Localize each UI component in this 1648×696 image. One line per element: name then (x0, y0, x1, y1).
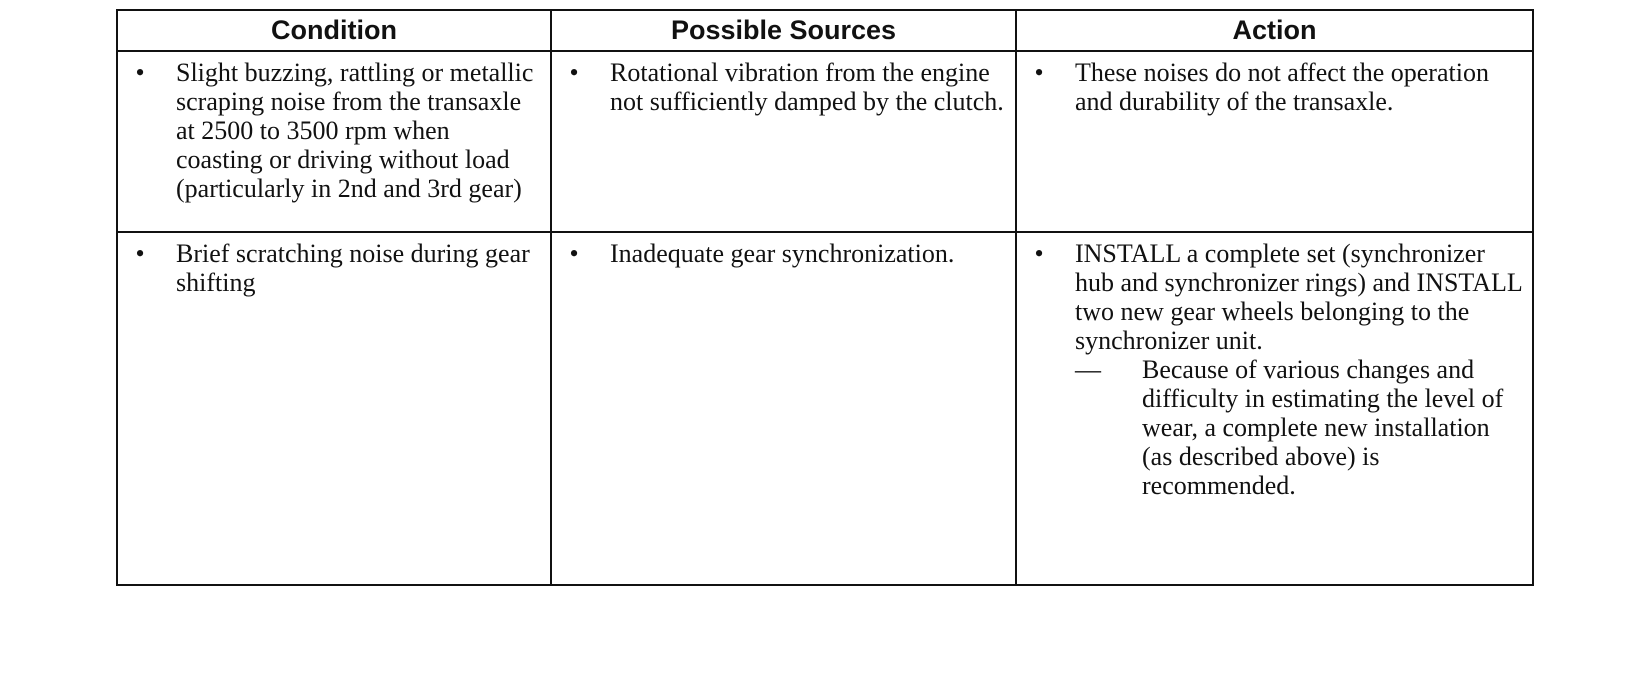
dash-icon: — (1075, 355, 1101, 384)
list-item (118, 239, 540, 297)
list-item (552, 58, 1005, 116)
condition-cell (117, 232, 551, 585)
action-text: These noises do not affect the operation and durability of the transaxle. (1075, 58, 1489, 116)
action-cell (1016, 51, 1533, 232)
table-row (117, 51, 1533, 232)
table-row (117, 232, 1533, 585)
bullet-icon: • (135, 58, 145, 87)
header-row (117, 10, 1533, 51)
source-text: Rotational vibration from the engine not sufficiently damped by the clutch. (610, 58, 1004, 116)
bullet-icon: • (1034, 239, 1044, 268)
condition-text: Brief scratching noise during gear shifting (176, 239, 530, 297)
list-item (118, 58, 540, 203)
bullet-icon: • (1034, 58, 1044, 87)
source-cell (551, 232, 1016, 585)
list-item (1017, 239, 1522, 500)
header-condition: Condition (117, 10, 551, 51)
action-subnote (1075, 355, 1522, 500)
header-action: Action (1016, 10, 1533, 51)
condition-cell (117, 51, 551, 232)
bullet-icon: • (135, 239, 145, 268)
source-text: Inadequate gear synchronization. (610, 239, 955, 268)
list-item (552, 239, 1005, 268)
action-note-text: Because of various changes and difficulty in estimating the level of wear, a complete new installation (as described above) is recommended. (1142, 355, 1504, 500)
action-text: INSTALL a complete set (synchronizer hub and synchronizer rings) and INSTALL two new gear wheels belonging to the synchronizer unit. (1075, 239, 1522, 355)
action-cell (1016, 232, 1533, 585)
condition-text: Slight buzzing, rattling or metallic scraping noise from the transaxle at 2500 to 3500 rpm when coasting or driving without load (particularly in 2nd and 3rd gear) (176, 58, 534, 203)
list-item (1017, 58, 1522, 116)
bullet-icon: • (569, 239, 579, 268)
bullet-icon: • (569, 58, 579, 87)
source-cell (551, 51, 1016, 232)
header-possible-sources: Possible Sources (551, 10, 1016, 51)
diagnosis-table (116, 9, 1534, 586)
